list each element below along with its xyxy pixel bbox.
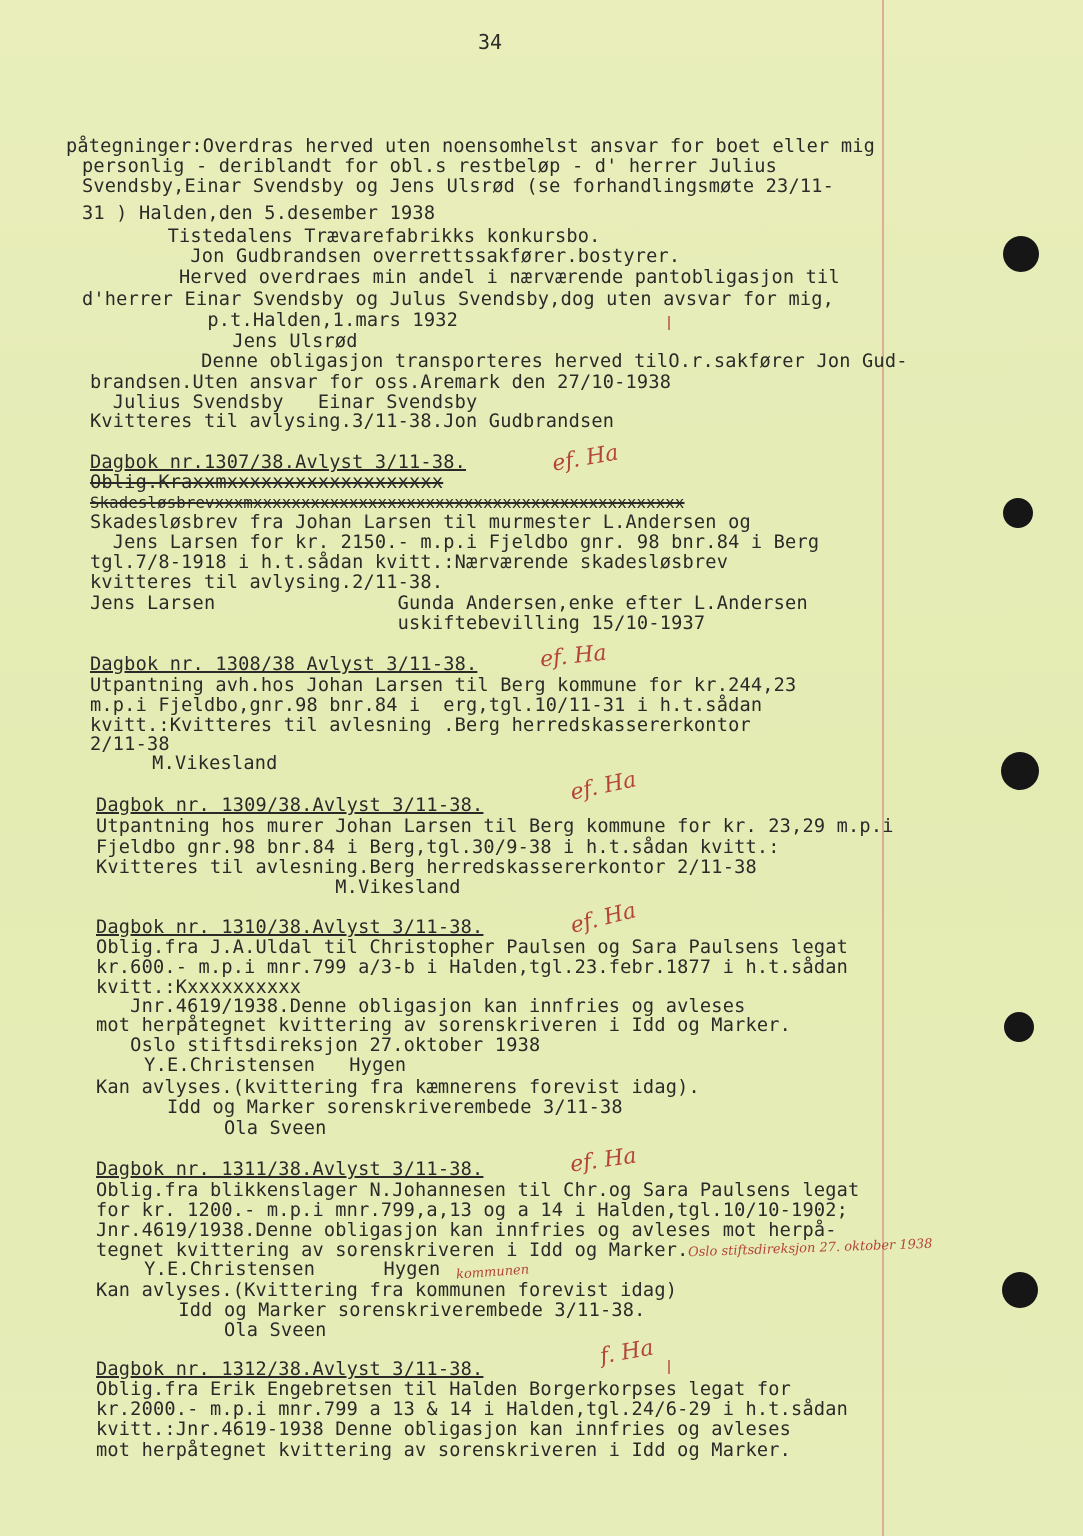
text-line: Jens Larsen Gunda Andersen,enke efter L.Andersen xyxy=(90,593,808,614)
text-line: Svendsby,Einar Svendsby og Jens Ulsrød (se forhandlingsmøte 23/11- xyxy=(82,176,835,197)
text-line: tgl.7/8-1918 i h.t.sådan kvitt.:Nærværende skadesløsbrev xyxy=(90,552,729,573)
binding-hole xyxy=(1003,498,1033,528)
handwritten-initials: ef. Ha xyxy=(550,440,621,477)
entry-heading: Dagbok nr. 1310/38.Avlyst 3/11-38. xyxy=(96,917,484,938)
text-line: uskiftebevilling 15/10-1937 xyxy=(90,613,706,634)
handwritten-note: Oslo stiftsdireksjon 27. oktober 1938 xyxy=(687,1236,933,1261)
text-line: Jnr.4619/1938.Denne obligasjon kan innfries og avleses mot herpå- xyxy=(96,1220,837,1241)
margin-tick xyxy=(668,316,670,330)
text-line: Ola Sveen xyxy=(110,1320,327,1341)
text-line: kvitteres til avlysing.2/11-38. xyxy=(90,572,444,593)
entry-heading: Dagbok nr. 1312/38.Avlyst 3/11-38. xyxy=(96,1359,484,1380)
text-line: Jnr.4619/1938.Denne obligasjon kan innfries og avleses xyxy=(96,996,746,1017)
text-line: Oblig.fra Erik Engebretsen til Halden Borgerkorpses legat for xyxy=(96,1379,792,1400)
text-line: Jens Ulsrød xyxy=(164,331,358,352)
text-line: p.t.Halden,1.mars 1932 xyxy=(82,310,459,331)
text-line: Jens Larsen for kr. 2150.- m.p.i Fjeldbo gnr. 98 bnr.84 i Berg xyxy=(90,532,820,553)
entry-heading: Dagbok nr.1307/38.Avlyst 3/11-38. xyxy=(90,452,467,473)
text-line: Fjeldbo gnr.98 bnr.84 i Berg,tgl.30/9-38 i h.t.sådan kvitt.: xyxy=(96,837,780,858)
text-line: påtegninger:Overdras herved uten noensomhelst ansvar for boet eller mig xyxy=(66,136,876,157)
text-line: kr.600.- m.p.i mnr.799 a/3-b i Halden,tgl.23.febr.1877 i h.t.sådan xyxy=(96,957,849,978)
handwritten-note: kommunen xyxy=(455,1262,530,1283)
text-line: Julius Svendsby Einar Svendsby xyxy=(90,392,478,413)
page-number: 34 xyxy=(478,30,503,54)
text-line: Oblig.fra blikkenslager N.Johannesen til Chr.og Sara Paulsens legat xyxy=(96,1180,860,1201)
text-line: Idd og Marker sorenskriverembede 3/11-38 xyxy=(110,1097,623,1118)
entry-heading: Dagbok nr. 1311/38.Avlyst 3/11-38. xyxy=(96,1159,484,1180)
handwritten-initials: ef. Ha xyxy=(568,1143,639,1178)
text-line: mot herpåtegnet kvittering av sorenskriveren i Idd og Marker. xyxy=(96,1015,792,1036)
text-line: M.Vikesland xyxy=(118,753,278,774)
text-line: Oblig.fra J.A.Uldal til Christopher Paulsen og Sara Paulsens legat xyxy=(96,937,849,958)
text-line: Utpantning avh.hos Johan Larsen til Berg kommune for kr.244,23 xyxy=(90,675,797,696)
binding-hole xyxy=(1003,236,1039,272)
text-line: kr.2000.- m.p.i mnr.799 a 13 & 14 i Halden,tgl.24/6-29 i h.t.sådan xyxy=(96,1399,849,1420)
handwritten-initials: ef. Ha xyxy=(567,898,639,939)
text-line: kvitt.:Kxxxxxxxxxx xyxy=(96,977,302,998)
entry-heading: Dagbok nr. 1309/38.Avlyst 3/11-38. xyxy=(96,795,484,816)
text-line: kvitt.:Jnr.4619-1938 Denne obligasjon kan innfries og avleses xyxy=(96,1419,792,1440)
text-line: Ola Sveen xyxy=(110,1118,327,1139)
text-line: 2/11-38 xyxy=(90,734,170,755)
binding-hole xyxy=(1002,1272,1038,1308)
text-line: tegnet kvittering av sorenskriveren i Idd og Marker. xyxy=(96,1240,689,1261)
text-line: Kan avlyses.(kvittering fra kæmnerens forevist idag). xyxy=(96,1077,700,1098)
text-line: d'herrer Einar Svendsby og Julus Svendsby,dog uten avsvar for mig, xyxy=(82,289,835,310)
margin-tick xyxy=(668,1360,670,1374)
text-line: Oslo stiftsdireksjon 27.oktober 1938 xyxy=(96,1035,541,1056)
text-line: M.Vikesland xyxy=(96,877,461,898)
binding-hole xyxy=(1004,1012,1034,1042)
text-line: Idd og Marker sorenskriverembede 3/11-38. xyxy=(110,1300,646,1321)
text-line: Kan avlyses.(Kvittering fra kommunen forevist idag) xyxy=(96,1280,678,1301)
text-line: Kvitteres til avlysing.3/11-38.Jon Gudbrandsen xyxy=(90,411,615,432)
handwritten-initials: ef. Ha xyxy=(538,640,608,673)
text-line: Y.E.Christensen Hygen xyxy=(110,1259,441,1280)
text-line: Herved overdraes min andel i nærværende pantobligasjon til xyxy=(122,267,840,288)
text-line: personlig - deriblandt for obl.s restbeløp - d' herrer Julius xyxy=(82,156,778,177)
text-line: m.p.i Fjeldbo,gnr.98 bnr.84 i erg,tgl.10/11-31 i h.t.sådan xyxy=(90,695,763,716)
text-line: Y.E.Christensen Hygen xyxy=(110,1055,407,1076)
text-line: kvitt.:Kvitteres til avlesning .Berg herredskassererkontor xyxy=(90,715,751,736)
text-line: Tistedalens Trævarefabrikks konkursbo. xyxy=(122,226,601,247)
text-line: 31 ) Halden,den 5.desember 1938 xyxy=(82,203,436,224)
text-line: brandsen.Uten ansvar for oss.Aremark den 27/10-1938 xyxy=(90,372,672,393)
text-line: Jon Gudbrandsen overrettssakfører.bostyrer. xyxy=(122,246,681,267)
text-line: Skadesløsbrev fra Johan Larsen til murmester L.Andersen og xyxy=(90,512,751,533)
struck-line: Oblig.Kraxxmxxxxxxxxxxxxxxxxxxx xyxy=(90,472,444,493)
binding-hole xyxy=(1001,752,1039,790)
text-line: for kr. 1200.- m.p.i mnr.799,a,13 og a 14 i Halden,tgl.10/10-1902; xyxy=(96,1200,849,1221)
text-line: Denne obligasjon transporteres herved tilO.r.sakfører Jon Gud- xyxy=(110,351,908,372)
struck-line: Skadesløsbrevxxxmxxxxxxxxxxxxxxxxxxxxxxxxxxxxxxxxxxxxxxxxxxxxx xyxy=(90,494,685,512)
entry-heading: Dagbok nr. 1308/38 Avlyst 3/11-38. xyxy=(90,654,478,675)
handwritten-initials: f. Ha xyxy=(598,1335,656,1370)
text-line: Kvitteres til avlesning.Berg herredskassererkontor 2/11-38 xyxy=(96,857,757,878)
margin-line xyxy=(882,0,884,1536)
handwritten-initials: ef. Ha xyxy=(568,767,639,806)
text-line: mot herpåtegnet kvittering av sorenskriveren i Idd og Marker. xyxy=(96,1440,792,1461)
text-line: Utpantning hos murer Johan Larsen til Berg kommune for kr. 23,29 m.p.i xyxy=(96,816,894,837)
